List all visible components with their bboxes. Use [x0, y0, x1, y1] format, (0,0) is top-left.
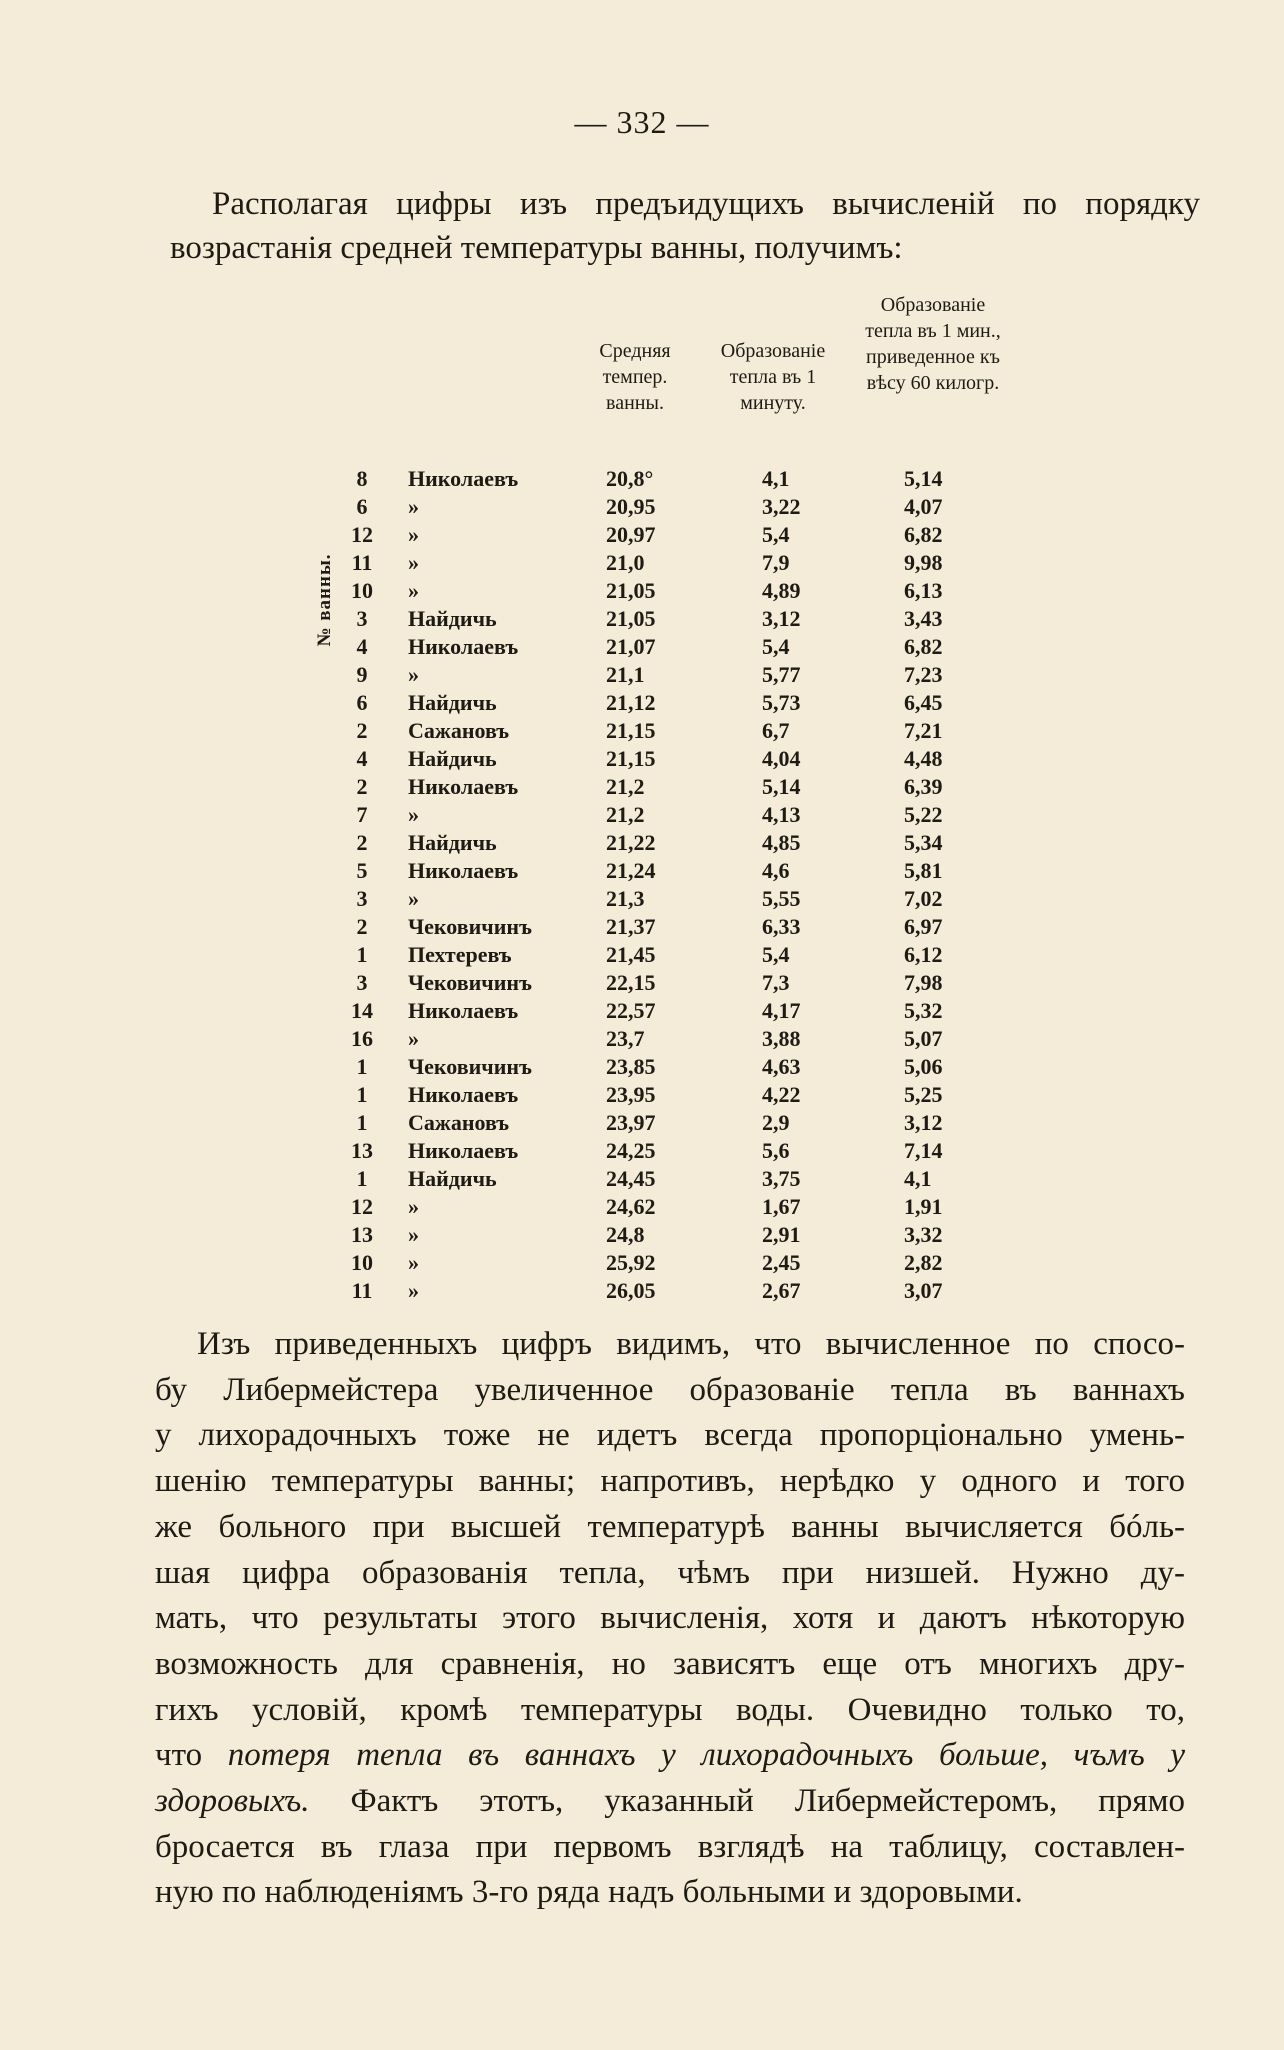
cell-heat-per-minute: 7,3: [762, 970, 790, 995]
cell-patient-name: »: [408, 802, 419, 827]
cell-mean-temp: 21,2: [606, 774, 645, 799]
cell-heat-per-minute: 5,73: [762, 690, 801, 715]
cell-bath-number: 1: [356, 1110, 368, 1135]
italic-emphasis: потеря тепла въ ваннахъ у лихорадочныхъ больше, чъмъ у: [227, 1737, 1185, 1774]
header-mean-temp: Средняя темпер. ванны.: [599, 340, 671, 414]
table-row: [330, 829, 1030, 857]
cell-patient-name: Сажановъ: [408, 718, 510, 743]
cell-patient-name: »: [408, 522, 419, 547]
table-row: [330, 717, 1030, 745]
cell-heat-per-60kg: 6,13: [904, 578, 943, 603]
cell-mean-temp: 20,8°: [606, 466, 654, 491]
cell-bath-number: 2: [356, 830, 368, 855]
cell-heat-per-60kg: 5,06: [904, 1054, 943, 1079]
cell-heat-per-minute: 4,1: [762, 466, 790, 491]
cell-patient-name: »: [408, 1278, 419, 1303]
table-row: [330, 913, 1030, 941]
table-row: [330, 969, 1030, 997]
cell-bath-number: 9: [356, 662, 368, 687]
cell-mean-temp: 21,22: [606, 830, 656, 855]
table-row: [330, 521, 1030, 549]
table-row: [330, 1277, 1030, 1305]
intro-line: возрастанія средней температуры ванны, получимъ:: [170, 230, 903, 266]
cell-patient-name: Найдичь: [408, 830, 497, 855]
cell-mean-temp: 21,12: [606, 690, 656, 715]
header-heat-per-minute: Образованіе тепла въ 1 минуту.: [720, 340, 826, 414]
cell-patient-name: Чековичинъ: [408, 1054, 532, 1079]
cell-heat-per-60kg: 5,81: [904, 858, 943, 883]
cell-patient-name: Николаевъ: [408, 1082, 519, 1107]
cell-bath-number: 3: [356, 886, 368, 911]
cell-patient-name: »: [408, 550, 419, 575]
body-line: [155, 1733, 1185, 1779]
cell-heat-per-minute: 2,67: [762, 1278, 801, 1303]
cell-mean-temp: 24,45: [606, 1166, 656, 1191]
cell-patient-name: »: [408, 578, 419, 603]
cell-heat-per-60kg: 4,07: [904, 494, 943, 519]
table-row: [330, 1137, 1030, 1165]
cell-bath-number: 1: [356, 1054, 368, 1079]
cell-mean-temp: 26,05: [606, 1278, 656, 1303]
table-row: [330, 1081, 1030, 1109]
cell-patient-name: Николаевъ: [408, 466, 519, 491]
cell-patient-name: Найдичь: [408, 746, 497, 771]
body-line: мать, что результаты этого вычисленія, хотя и даютъ нѣкоторую: [155, 1600, 1185, 1637]
body-line: бу Либермейстера увеличенное образованіе тепла въ ваннахъ: [155, 1371, 1185, 1408]
cell-patient-name: »: [408, 1250, 419, 1275]
cell-bath-number: 7: [356, 802, 368, 827]
cell-mean-temp: 20,95: [606, 494, 656, 519]
table-row: [330, 885, 1030, 913]
cell-heat-per-minute: 4,63: [762, 1054, 801, 1079]
cell-heat-per-minute: 5,77: [762, 662, 801, 687]
cell-bath-number: 16: [351, 1026, 373, 1051]
cell-bath-number: 3: [356, 606, 368, 631]
table-row: [330, 661, 1030, 689]
table-row: [330, 745, 1030, 773]
cell-mean-temp: 24,25: [606, 1138, 656, 1163]
cell-bath-number: 1: [356, 1166, 368, 1191]
cell-bath-number: 13: [351, 1138, 373, 1163]
cell-heat-per-60kg: 7,21: [904, 718, 943, 743]
cell-heat-per-60kg: 1,91: [904, 1194, 943, 1219]
table-body: [330, 465, 1030, 1305]
body-line: [155, 1779, 1185, 1825]
table-row: [330, 549, 1030, 577]
table-row: [330, 605, 1030, 633]
cell-mean-temp: 24,62: [606, 1194, 656, 1219]
cell-patient-name: Пехтеревъ: [408, 942, 512, 967]
table-row: [330, 689, 1030, 717]
cell-heat-per-minute: 3,22: [762, 494, 801, 519]
cell-mean-temp: 21,15: [606, 718, 656, 743]
cell-mean-temp: 21,45: [606, 942, 656, 967]
intro-paragraph: [170, 182, 1200, 270]
cell-heat-per-minute: 4,85: [762, 830, 801, 855]
cell-heat-per-60kg: 3,07: [904, 1278, 943, 1303]
cell-patient-name: »: [408, 886, 419, 911]
table-row: [330, 857, 1030, 885]
body-line: шая цифра образованія тепла, чѣмъ при низшей. Нужно ду-: [155, 1554, 1185, 1591]
cell-mean-temp: 21,05: [606, 578, 656, 603]
table-row: [330, 1025, 1030, 1053]
cell-bath-number: 1: [356, 1082, 368, 1107]
table-row: [330, 1165, 1030, 1193]
cell-bath-number: 11: [351, 550, 373, 575]
cell-heat-per-60kg: 5,34: [904, 830, 943, 855]
cell-patient-name: Николаевъ: [408, 858, 519, 883]
table-row: [330, 577, 1030, 605]
cell-heat-per-60kg: 7,02: [904, 886, 943, 911]
cell-heat-per-60kg: 6,82: [904, 634, 943, 659]
table-row: [330, 493, 1030, 521]
cell-heat-per-60kg: 4,1: [904, 1166, 932, 1191]
cell-bath-number: 10: [351, 1250, 373, 1275]
cell-patient-name: Сажановъ: [408, 1110, 510, 1135]
cell-bath-number: 12: [351, 522, 373, 547]
body-text-run: Фактъ этотъ, указанный Либермейстеромъ, прямо: [309, 1783, 1185, 1820]
cell-bath-number: 14: [351, 998, 373, 1023]
cell-patient-name: Чековичинъ: [408, 970, 532, 995]
intro-line: Располагая цифры изъ предъидущихъ вычисленій по порядку: [212, 186, 1200, 222]
cell-bath-number: 3: [356, 970, 368, 995]
cell-heat-per-60kg: 7,14: [904, 1138, 943, 1163]
cell-mean-temp: 21,37: [606, 914, 656, 939]
cell-heat-per-minute: 2,91: [762, 1222, 801, 1247]
cell-heat-per-60kg: 7,98: [904, 970, 943, 995]
cell-patient-name: »: [408, 1026, 419, 1051]
body-text-run: что: [155, 1737, 228, 1774]
page-number: — 332 —: [574, 104, 710, 140]
cell-mean-temp: 24,8: [606, 1222, 645, 1247]
cell-bath-number: 4: [356, 746, 368, 771]
cell-heat-per-minute: 4,13: [762, 802, 801, 827]
cell-patient-name: Чековичинъ: [408, 914, 532, 939]
body-line: же больного при высшей температурѣ ванны вычисляется бóль-: [155, 1508, 1185, 1545]
cell-mean-temp: 23,97: [606, 1110, 656, 1135]
body-line: гихъ условій, кромѣ температуры воды. Очевидно только то,: [155, 1691, 1185, 1728]
cell-heat-per-minute: 2,45: [762, 1250, 801, 1275]
cell-heat-per-minute: 6,7: [762, 718, 790, 743]
table-row: [330, 465, 1030, 493]
cell-mean-temp: 21,2: [606, 802, 645, 827]
cell-heat-per-minute: 2,9: [762, 1110, 790, 1135]
cell-heat-per-60kg: 3,43: [904, 606, 943, 631]
cell-heat-per-60kg: 5,07: [904, 1026, 943, 1051]
cell-heat-per-minute: 5,6: [762, 1138, 790, 1163]
cell-patient-name: Николаевъ: [408, 998, 519, 1023]
cell-heat-per-60kg: 5,14: [904, 466, 943, 491]
cell-patient-name: »: [408, 1194, 419, 1219]
cell-mean-temp: 20,97: [606, 522, 656, 547]
cell-heat-per-minute: 3,88: [762, 1026, 801, 1051]
cell-heat-per-60kg: 6,39: [904, 774, 943, 799]
cell-patient-name: »: [408, 662, 419, 687]
cell-heat-per-minute: 4,04: [762, 746, 801, 771]
cell-heat-per-minute: 5,4: [762, 522, 790, 547]
cell-heat-per-minute: 5,55: [762, 886, 801, 911]
body-line: Изъ приведенныхъ цифръ видимъ, что вычисленное по спосо-: [197, 1326, 1185, 1362]
cell-bath-number: 13: [351, 1222, 373, 1247]
cell-heat-per-minute: 4,6: [762, 858, 790, 883]
cell-heat-per-60kg: 6,82: [904, 522, 943, 547]
cell-mean-temp: 21,1: [606, 662, 645, 687]
cell-mean-temp: 23,85: [606, 1054, 656, 1079]
table-row: [330, 773, 1030, 801]
cell-patient-name: Найдичь: [408, 690, 497, 715]
table-row: [330, 1249, 1030, 1277]
cell-mean-temp: 21,07: [606, 634, 656, 659]
body-paragraph: [155, 1322, 1185, 1916]
cell-heat-per-60kg: 5,22: [904, 802, 943, 827]
cell-patient-name: Николаевъ: [408, 774, 519, 799]
cell-patient-name: Николаевъ: [408, 634, 519, 659]
cell-mean-temp: 21,24: [606, 858, 656, 883]
cell-heat-per-60kg: 6,12: [904, 942, 943, 967]
cell-heat-per-minute: 1,67: [762, 1194, 801, 1219]
cell-heat-per-60kg: 6,97: [904, 914, 943, 939]
cell-bath-number: 6: [356, 494, 368, 519]
cell-heat-per-60kg: 4,48: [904, 746, 943, 771]
cell-patient-name: Николаевъ: [408, 1138, 519, 1163]
italic-emphasis: здоровыхъ.: [155, 1783, 310, 1820]
cell-mean-temp: 22,15: [606, 970, 656, 995]
table-row: [330, 1221, 1030, 1249]
cell-heat-per-minute: 5,4: [762, 942, 790, 967]
data-table: [314, 290, 1030, 1310]
cell-heat-per-60kg: 3,12: [904, 1110, 943, 1135]
cell-heat-per-minute: 3,12: [762, 606, 801, 631]
body-line: бросается въ глаза при первомъ взглядѣ на таблицу, составлен-: [155, 1828, 1185, 1865]
table-row: [330, 801, 1030, 829]
table-row: [330, 633, 1030, 661]
cell-mean-temp: 22,57: [606, 998, 656, 1023]
cell-heat-per-60kg: 5,32: [904, 998, 943, 1023]
table-row: [330, 1193, 1030, 1221]
cell-heat-per-60kg: 2,82: [904, 1250, 943, 1275]
header-bath-number: № ванны.: [314, 553, 335, 647]
body-line: возможность для сравненія, но зависятъ еще отъ многихъ дру-: [155, 1645, 1185, 1682]
cell-heat-per-60kg: 3,32: [904, 1222, 943, 1247]
cell-mean-temp: 21,3: [606, 886, 645, 911]
cell-heat-per-minute: 5,4: [762, 634, 790, 659]
header-heat-per-60kg: Образованіе тепла въ 1 мин., приведенное къ вѣсу 60 килогр.: [865, 294, 1001, 394]
table-row: [330, 997, 1030, 1025]
body-line: шенію температуры ванны; напротивъ, нерѣдко у одного и того: [155, 1463, 1185, 1500]
table-row: [330, 941, 1030, 969]
cell-bath-number: 2: [356, 718, 368, 743]
cell-mean-temp: 25,92: [606, 1250, 656, 1275]
cell-heat-per-60kg: 6,45: [904, 690, 943, 715]
cell-patient-name: »: [408, 1222, 419, 1247]
cell-heat-per-minute: 6,33: [762, 914, 801, 939]
cell-bath-number: 4: [356, 634, 368, 659]
cell-mean-temp: 21,0: [606, 550, 645, 575]
cell-heat-per-minute: 5,14: [762, 774, 801, 799]
cell-patient-name: Найдичь: [408, 1166, 497, 1191]
cell-mean-temp: 23,7: [606, 1026, 645, 1051]
table-row: [330, 1109, 1030, 1137]
cell-mean-temp: 21,15: [606, 746, 656, 771]
cell-bath-number: 11: [351, 1278, 373, 1303]
table-row: [330, 1053, 1030, 1081]
cell-mean-temp: 21,05: [606, 606, 656, 631]
cell-heat-per-60kg: 5,25: [904, 1082, 943, 1107]
cell-patient-name: »: [408, 494, 419, 519]
cell-bath-number: 12: [351, 1194, 373, 1219]
cell-heat-per-60kg: 9,98: [904, 550, 943, 575]
cell-bath-number: 8: [356, 466, 368, 491]
cell-bath-number: 1: [356, 942, 368, 967]
cell-bath-number: 5: [356, 858, 368, 883]
cell-bath-number: 6: [356, 690, 368, 715]
cell-mean-temp: 23,95: [606, 1082, 656, 1107]
cell-bath-number: 2: [356, 774, 368, 799]
cell-heat-per-minute: 7,9: [762, 550, 790, 575]
body-line: у лихорадочныхъ тоже не идетъ всегда пропорціонально умень-: [155, 1417, 1185, 1454]
cell-heat-per-minute: 4,17: [762, 998, 801, 1023]
cell-heat-per-60kg: 7,23: [904, 662, 943, 687]
cell-heat-per-minute: 3,75: [762, 1166, 801, 1191]
cell-patient-name: Найдичь: [408, 606, 497, 631]
cell-heat-per-minute: 4,22: [762, 1082, 801, 1107]
cell-heat-per-minute: 4,89: [762, 578, 801, 603]
cell-bath-number: 10: [351, 578, 373, 603]
body-line: ную по наблюденіямъ 3-го ряда надъ больными и здоровыми.: [155, 1874, 1023, 1911]
cell-bath-number: 2: [356, 914, 368, 939]
